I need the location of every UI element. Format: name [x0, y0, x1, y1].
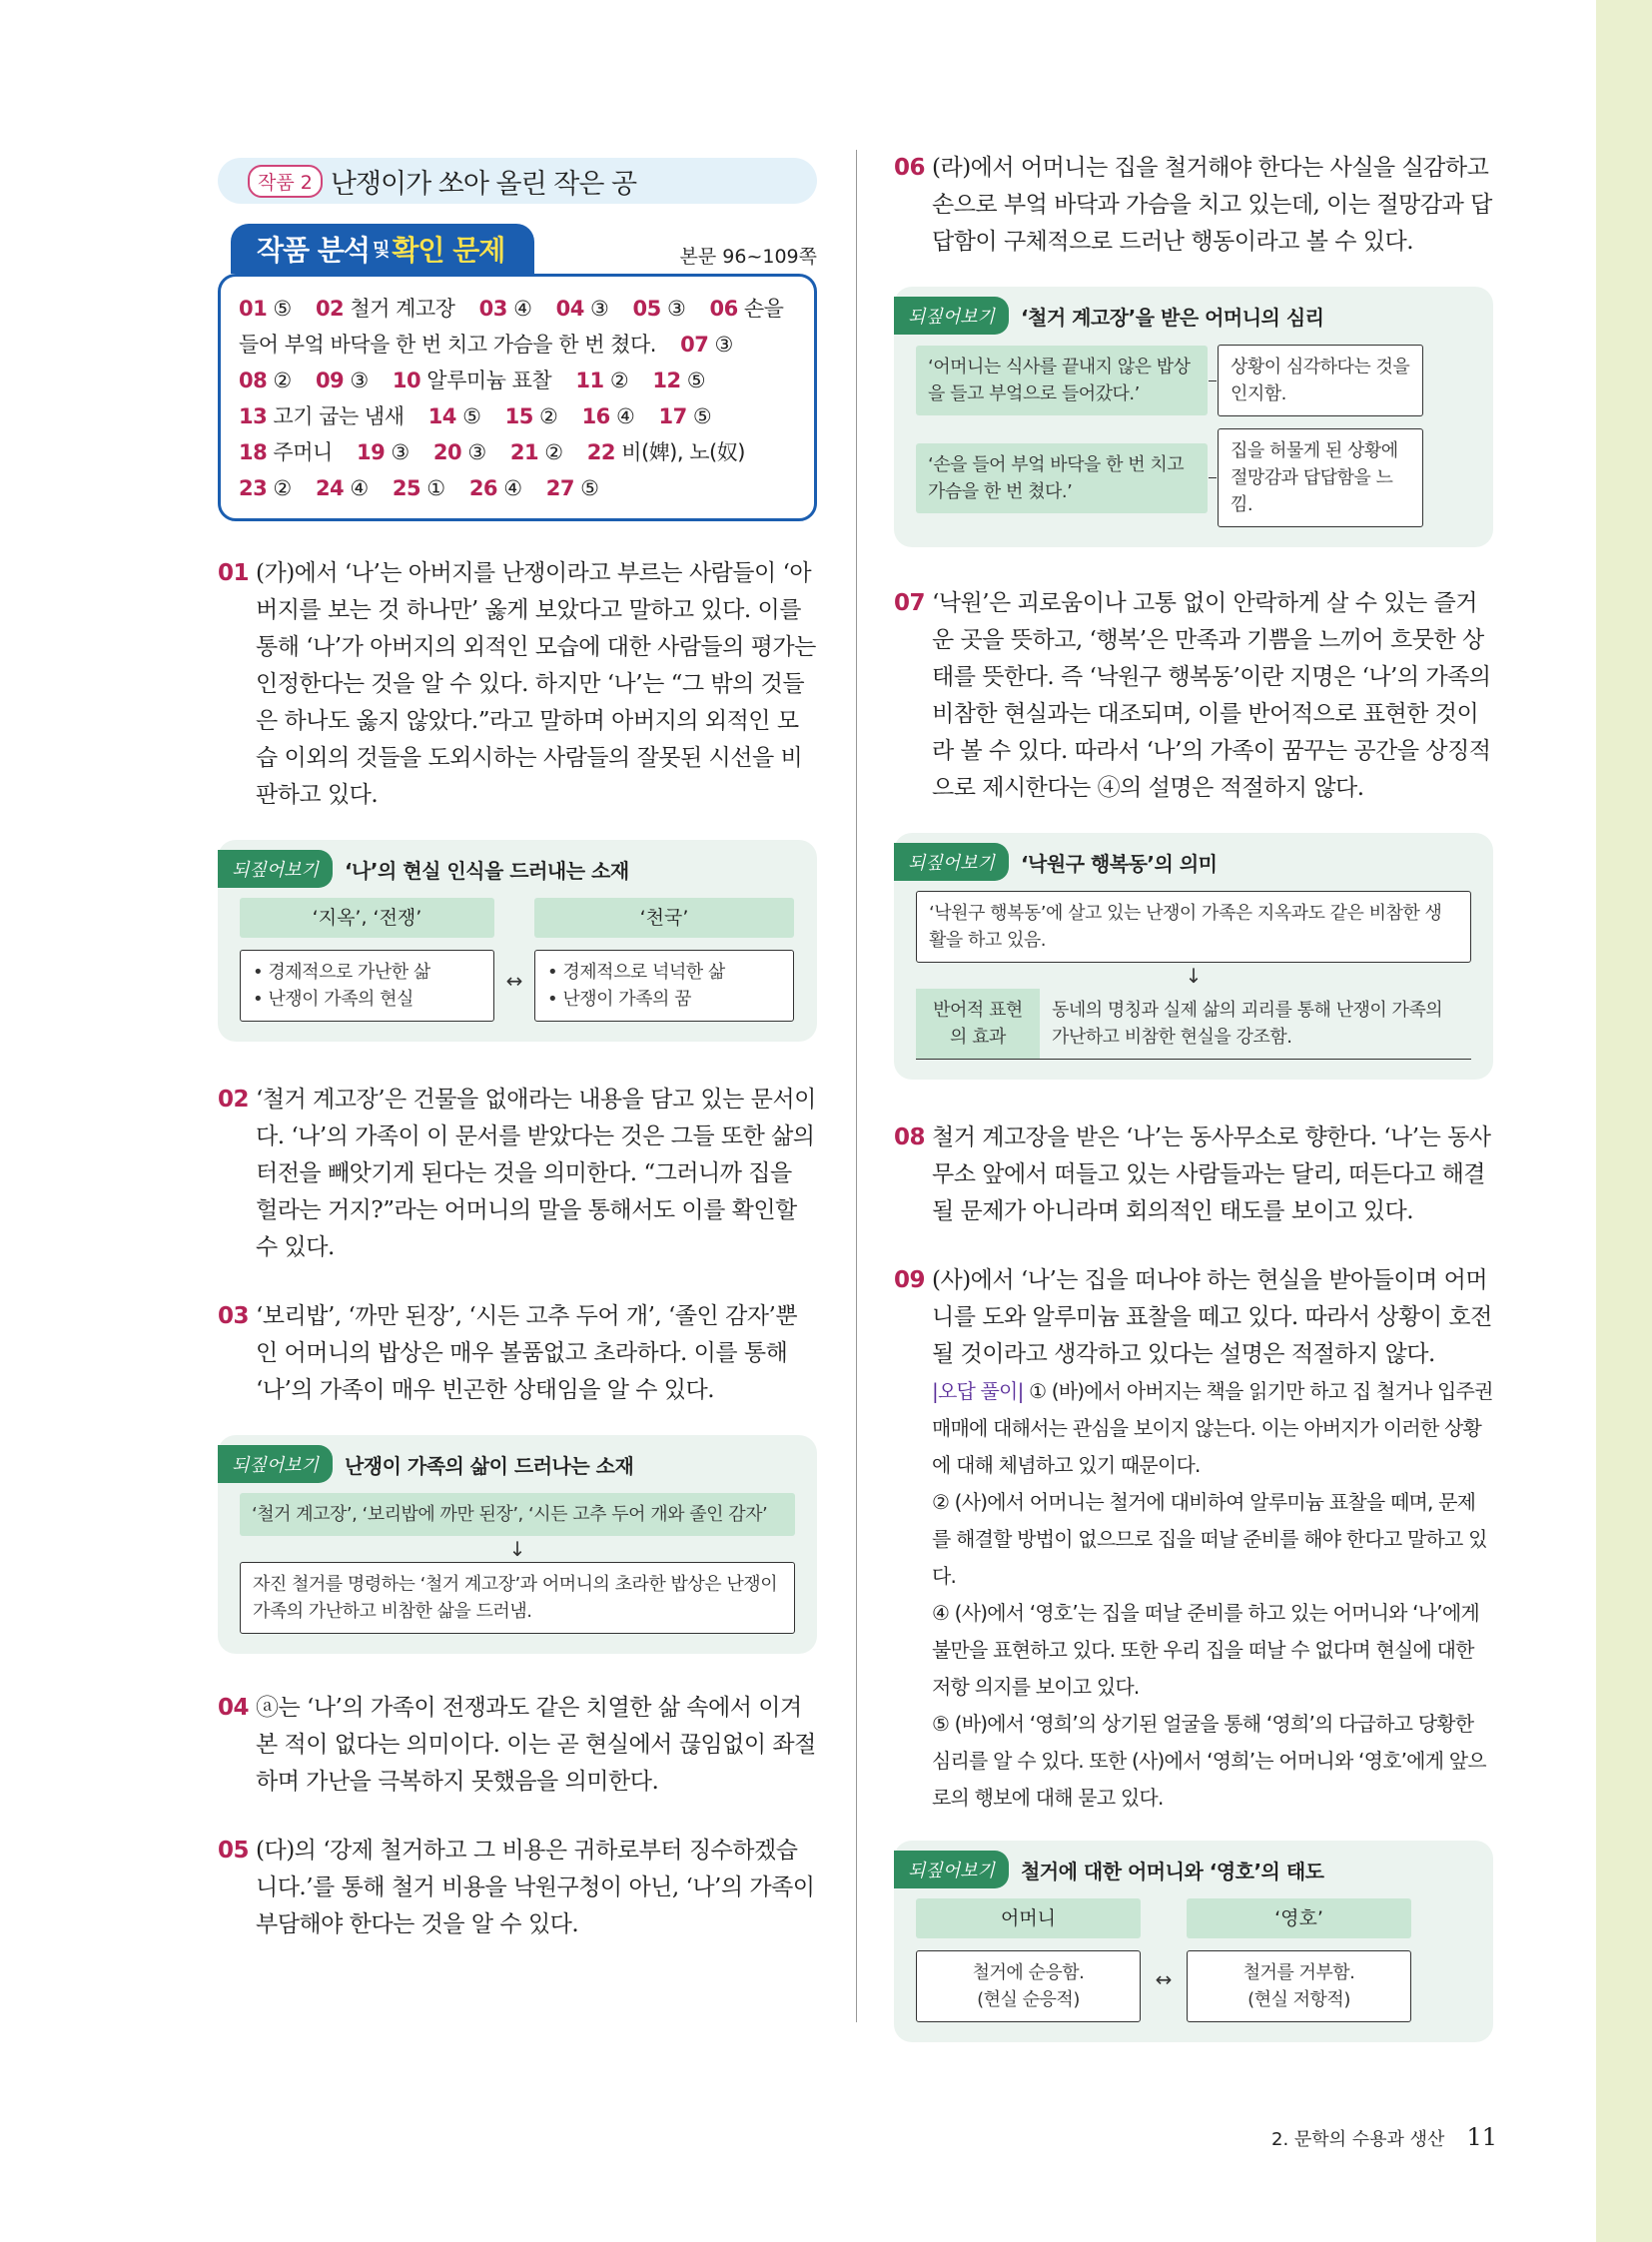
- answer-value: ⑤: [462, 404, 481, 428]
- review-left-head: 어머니: [916, 1898, 1141, 1938]
- answer-number: 25: [392, 476, 421, 500]
- review-label: 되짚어보기: [894, 1851, 1009, 1888]
- column-divider: [856, 150, 857, 2022]
- review-box-09: [894, 1841, 1493, 2042]
- answer-value: 비(婢), 노(奴): [621, 440, 745, 464]
- explanation-item: ④ (사)에서 ‘영호’는 집을 떠날 준비를 하고 있는 어머니와 ‘나’에게 불만을 표현하고 있다. 또한 우리 집을 떠날 수 없다며 현실에 대한 저항 의지를 보이고 있다.: [932, 1601, 1479, 1699]
- page-footer: [1271, 2123, 1497, 2151]
- answer-item: [633, 297, 686, 321]
- review-effect-row: [916, 989, 1471, 1060]
- review-label: 되짚어보기: [894, 297, 1009, 335]
- answer-item: [556, 297, 609, 321]
- work-badge: 작품 2: [248, 165, 323, 198]
- answer-item: [505, 404, 558, 428]
- answer-value: 고기 굽는 냄새: [273, 404, 405, 428]
- answer-value: ②: [609, 369, 629, 392]
- review-row: [916, 428, 1471, 527]
- double-arrow-icon: ↔: [505, 969, 523, 993]
- answer-number: 18: [239, 440, 268, 464]
- answer-number: 01: [239, 297, 268, 321]
- question-number: 02: [218, 1087, 250, 1113]
- answer-value: ②: [273, 369, 292, 392]
- question-text: ‘철거 계고장’은 건물을 없애라는 내용을 담고 있는 문서이다. ‘나’의 가족이 이 문서를 받았다는 것은 그들 또한 삶의 터전을 빼앗기게 된다는 것을 의미한다. “그러니까 집을 헐라는 거지?”라는 어머니의 말을 통해서도 이를 확인할 수 있다.: [256, 1087, 816, 1260]
- review-right-box: [534, 950, 794, 1022]
- answer-number: 23: [239, 476, 268, 500]
- answer-value: 주머니: [273, 440, 333, 464]
- review-item: • 난쟁이 가족의 꿈: [547, 989, 691, 1010]
- review-right-head: ‘영호’: [1187, 1898, 1411, 1938]
- question-number: 08: [894, 1124, 926, 1150]
- answer-value: ②: [273, 476, 292, 500]
- answer-item: [239, 297, 292, 321]
- review-item: (현실 순응적): [977, 1989, 1080, 2010]
- answer-number: 17: [658, 404, 687, 428]
- question-03: [218, 1298, 817, 1409]
- answer-number: 10: [392, 369, 421, 392]
- answer-value: 손을 들어 부엌 바닥을 한 번 치고 가슴을 한 번 쳤다.: [239, 297, 784, 357]
- answer-number: 27: [545, 476, 574, 500]
- answer-item: [469, 476, 522, 500]
- answer-number: 11: [575, 369, 604, 392]
- answer-tab-b: 및: [372, 240, 390, 261]
- question-04: [218, 1690, 817, 1801]
- connector-line: [1209, 477, 1217, 478]
- review-item: • 난쟁이 가족의 현실: [253, 989, 413, 1010]
- answer-item: [428, 404, 481, 428]
- review-label: 되짚어보기: [218, 850, 333, 888]
- answer-item: [316, 369, 369, 392]
- question-number: 04: [218, 1695, 250, 1721]
- answer-value: ②: [544, 440, 563, 464]
- right-margin-strip: [1596, 0, 1652, 2242]
- answer-value: ④: [503, 476, 522, 500]
- answer-item: [393, 476, 445, 500]
- answer-item: [652, 369, 705, 392]
- review-effect-text: 동네의 명칭과 실제 삶의 괴리를 통해 난쟁이 가족의 가난하고 비참한 현실을 강조함.: [1052, 1000, 1443, 1048]
- review-item: (현실 저항적): [1247, 1989, 1350, 2010]
- answer-number: 15: [504, 404, 533, 428]
- answer-number: 19: [356, 440, 386, 464]
- answer-value: ③: [590, 297, 609, 321]
- answer-number: 09: [315, 369, 345, 392]
- answer-number: 08: [239, 369, 268, 392]
- answer-item: [582, 404, 635, 428]
- question-08: [894, 1120, 1493, 1230]
- answer-item: [680, 333, 733, 357]
- review-right-box: [1187, 1950, 1411, 2022]
- question-06: [894, 150, 1493, 261]
- answer-number: 20: [432, 440, 462, 464]
- left-column: [218, 150, 817, 1943]
- review-title: 철거에 대한 어머니와 ‘영호’의 태도: [1020, 1859, 1324, 1883]
- review-title: ‘낙원구 행복동’의 의미: [1020, 851, 1218, 876]
- answer-item: [239, 440, 333, 464]
- review-box-07: [894, 833, 1493, 1080]
- review-title: ‘나’의 현실 인식을 드러내는 소재: [344, 858, 629, 883]
- review-row: [916, 345, 1471, 416]
- answer-number: 22: [586, 440, 616, 464]
- question-02: [218, 1082, 817, 1266]
- review-quote: ‘손을 들어 부엌 바닥을 한 번 치고 가슴을 한 번 쳤다.’: [916, 443, 1208, 513]
- answer-item: [239, 476, 292, 500]
- answer-tab-c: 확인 문제: [392, 234, 505, 267]
- answer-item: [393, 369, 551, 392]
- answer-value: ⑤: [686, 369, 706, 392]
- question-01: [218, 555, 817, 814]
- answer-tab-a: 작품 분석: [257, 234, 370, 267]
- question-number: 07: [894, 590, 926, 616]
- answer-number: 14: [427, 404, 456, 428]
- question-number: 01: [218, 560, 250, 586]
- answer-value: 알루미늄 표찰: [426, 369, 552, 392]
- answer-number: 04: [555, 297, 584, 321]
- question-text: ‘낙원’은 괴로움이나 고통 없이 안락하게 살 수 있는 즐거운 곳을 뜻하고, ‘행복’은 만족과 기쁨을 느끼어 흐뭇한 상태를 뜻한다. 즉 ‘낙원구 행복동’이란 지명은 ‘나’의 가족의 비참한 현실과는 대조되며, 이를 반어적으로 표현한 것이라 볼 수 있다. 따라서 ‘나’의 가족이 꿈꾸는 공간을 상징적으로 제시한다는 ④의 설명은 적절하지 않다.: [932, 590, 1491, 801]
- explanation-item: ② (사)에서 어머니는 철거에 대비하여 알루미늄 표찰을 떼며, 문제를 해결할 방법이 없으므로 집을 떠날 준비를 해야 한다고 말하고 있다.: [932, 1490, 1487, 1588]
- answer-value: ⑤: [580, 476, 599, 500]
- answer-number: 07: [680, 333, 709, 357]
- review-title: ‘철거 계고장’을 받은 어머니의 심리: [1020, 305, 1324, 330]
- question-07: [894, 585, 1493, 807]
- review-box-06: [894, 287, 1493, 547]
- work-title: 난쟁이가 쏘아 올린 작은 공: [330, 168, 637, 200]
- answer-number: 16: [581, 404, 610, 428]
- question-number: 09: [894, 1267, 926, 1293]
- explanation-item: ① (바)에서 아버지는 책을 읽기만 하고 집 철거나 입주권 매매에 대해서는 관심을 보이지 않는다. 이는 아버지가 이러한 상황에 대해 체념하고 있기 때문이다.: [932, 1379, 1493, 1477]
- answer-value: ③: [391, 440, 410, 464]
- question-text: (라)에서 어머니는 집을 철거해야 한다는 사실을 실감하고 손으로 부엌 바닥과 가슴을 치고 있는데, 이는 절망감과 답답함이 구체적으로 드러난 행동이라고 볼 수 있다.: [932, 155, 1492, 255]
- answer-item: [510, 440, 563, 464]
- review-label: 되짚어보기: [218, 1445, 333, 1483]
- answer-number: 05: [632, 297, 661, 321]
- question-text: ⓐ는 ‘나’의 가족이 전쟁과도 같은 치열한 삶 속에서 이겨 본 적이 없다는 의미이다. 이는 곧 현실에서 끊임없이 좌절하며 가난을 극복하지 못했음을 의미한다.: [256, 1695, 816, 1795]
- answer-value: ⑤: [273, 297, 292, 321]
- answer-number: 24: [315, 476, 345, 500]
- review-meaning: 집을 허물게 된 상황에 절망감과 답답함을 느낌.: [1218, 428, 1423, 527]
- answer-item: [587, 440, 745, 464]
- review-effect-label: 반어적 표현의 효과: [916, 989, 1040, 1059]
- answer-value: ④: [513, 297, 532, 321]
- review-item: 철거에 순응함.: [972, 1962, 1085, 1983]
- question-text: ‘보리밥’, ‘까만 된장’, ‘시든 고추 두어 개’, ‘졸인 감자’뿐인 어머니의 밥상은 매우 볼품없고 초라하다. 이를 통해 ‘나’의 가족이 매우 빈곤한 상태임을 알 수 있다.: [256, 1303, 798, 1403]
- answer-number: 03: [478, 297, 507, 321]
- review-item: • 경제적으로 넉넉한 삶: [547, 962, 725, 983]
- answer-number: 13: [239, 404, 268, 428]
- review-item: 철거를 거부함.: [1242, 1962, 1355, 1983]
- answer-number: 02: [315, 297, 345, 321]
- answer-value: ③: [350, 369, 369, 392]
- question-text: (다)의 ‘강제 철거하고 그 비용은 귀하로부터 징수하겠습니다.’를 통해 철거 비용을 낙원구청이 아닌, ‘나’의 가족이 부담해야 한다는 것을 알 수 있다.: [256, 1838, 815, 1937]
- review-label: 되짚어보기: [894, 843, 1009, 881]
- work-title-bar: [218, 158, 817, 204]
- answer-item: [239, 369, 292, 392]
- question-09: [894, 1262, 1493, 1373]
- explanation-item: ⑤ (바)에서 ‘영희’의 상기된 얼굴을 통해 ‘영희’의 다급하고 당황한 심리를 알 수 있다. 또한 (사)에서 ‘영희’는 어머니와 ‘영호’에게 앞으로의 행보에 대해 묻고 있다.: [932, 1712, 1486, 1810]
- answer-value: ①: [426, 476, 445, 500]
- section-title: 2. 문학의 수용과 생산: [1271, 2129, 1445, 2150]
- review-left-box: [916, 1950, 1141, 2022]
- double-arrow-icon: ↔: [1155, 1967, 1173, 1991]
- answer-number: 26: [468, 476, 498, 500]
- question-number: 06: [894, 155, 926, 181]
- question-05: [218, 1833, 817, 1943]
- answer-page-ref: 본문 96~109쪽: [679, 246, 817, 268]
- answer-value: ④: [615, 404, 635, 428]
- answer-value: ③: [666, 297, 686, 321]
- answer-value: ③: [467, 440, 486, 464]
- review-left-head: ‘지옥’, ‘전쟁’: [240, 898, 494, 938]
- review-item: • 경제적으로 가난한 삶: [253, 962, 430, 983]
- answer-number: 06: [709, 297, 738, 321]
- review-title: 난쟁이 가족의 삶이 드러나는 소재: [344, 1453, 634, 1478]
- review-bottom-box: 자진 철거를 명령하는 ‘철거 계고장’과 어머니의 초라한 밥상은 난쟁이 가족의 가난하고 비참한 삶을 드러냄.: [240, 1562, 795, 1634]
- question-text: 철거 계고장을 받은 ‘나’는 동사무소로 향한다. ‘나’는 동사무소 앞에서 떠들고 있는 사람들과는 달리, 떠든다고 해결될 문제가 아니라며 회의적인 태도를 보이고 있다.: [932, 1124, 1491, 1224]
- wrong-answer-tag: |오답 풀이|: [932, 1379, 1024, 1403]
- review-box-01: [218, 840, 817, 1042]
- answer-item: [316, 476, 369, 500]
- answer-number: 21: [509, 440, 539, 464]
- answer-value: ⑤: [692, 404, 712, 428]
- review-meaning: 상황이 심각하다는 것을 인지함.: [1218, 345, 1423, 416]
- answer-item: [575, 369, 628, 392]
- answer-item: [239, 404, 405, 428]
- answer-item: [433, 440, 486, 464]
- question-number: 05: [218, 1838, 250, 1864]
- review-left-box: [240, 950, 494, 1022]
- review-top-box: ‘낙원구 행복동’에 살고 있는 난쟁이 가족은 지옥과도 같은 비참한 생활을 하고 있음.: [916, 891, 1471, 963]
- answer-header: [218, 224, 817, 274]
- answer-number: 12: [652, 369, 681, 392]
- review-right-head: ‘천국’: [534, 898, 794, 938]
- answer-value: ④: [350, 476, 369, 500]
- down-arrow-icon: ↓: [508, 1537, 526, 1561]
- answer-item: [316, 297, 455, 321]
- review-quote: ‘어머니는 식사를 끝내지 않은 밥상을 들고 부엌으로 들어갔다.’: [916, 346, 1208, 415]
- answer-item: [357, 440, 410, 464]
- answer-value: ③: [714, 333, 733, 357]
- right-column: [894, 150, 1493, 2042]
- connector-line: [1209, 380, 1217, 381]
- question-text: (가)에서 ‘나’는 아버지를 난쟁이라고 부르는 사람들이 ‘아버지를 보는 것 하나만’ 옳게 보았다고 말하고 있다. 이를 통해 ‘나’가 아버지의 외적인 모습에 대한 사람들의 평가는 인정한다는 것을 알 수 있다. 하지만 ‘나’는 “그 밖의 것들은 하나도 옳지 않았다.”라고 말하며 아버지의 외적인 모습 이외의 것들을 도외시하는 사람들의 잘못된 시선을 비판하고 있다.: [256, 560, 816, 808]
- answer-item: [546, 476, 599, 500]
- answer-item: [659, 404, 712, 428]
- answer-tab: [231, 224, 534, 274]
- answer-value: ②: [539, 404, 558, 428]
- review-top-note: ‘철거 계고장’, ‘보리밥에 까만 된장’, ‘시든 고추 두어 개와 졸인 감자’: [240, 1493, 795, 1536]
- review-box-03: [218, 1435, 817, 1654]
- page-number: 11: [1466, 2123, 1497, 2151]
- answer-key-box: [218, 274, 817, 521]
- question-number: 03: [218, 1303, 250, 1329]
- question-text: (사)에서 ‘나’는 집을 떠나야 하는 현실을 받아들이며 어머니를 도와 알루미늄 표찰을 떼고 있다. 따라서 상황이 호전될 것이라고 생각하고 있다는 설명은 적절하지 않다.: [932, 1267, 1492, 1367]
- down-arrow-icon: ↓: [1185, 964, 1203, 988]
- answer-value: 철거 계고장: [350, 297, 455, 321]
- answer-item: [479, 297, 532, 321]
- wrong-answer-explanations: [894, 1373, 1493, 1817]
